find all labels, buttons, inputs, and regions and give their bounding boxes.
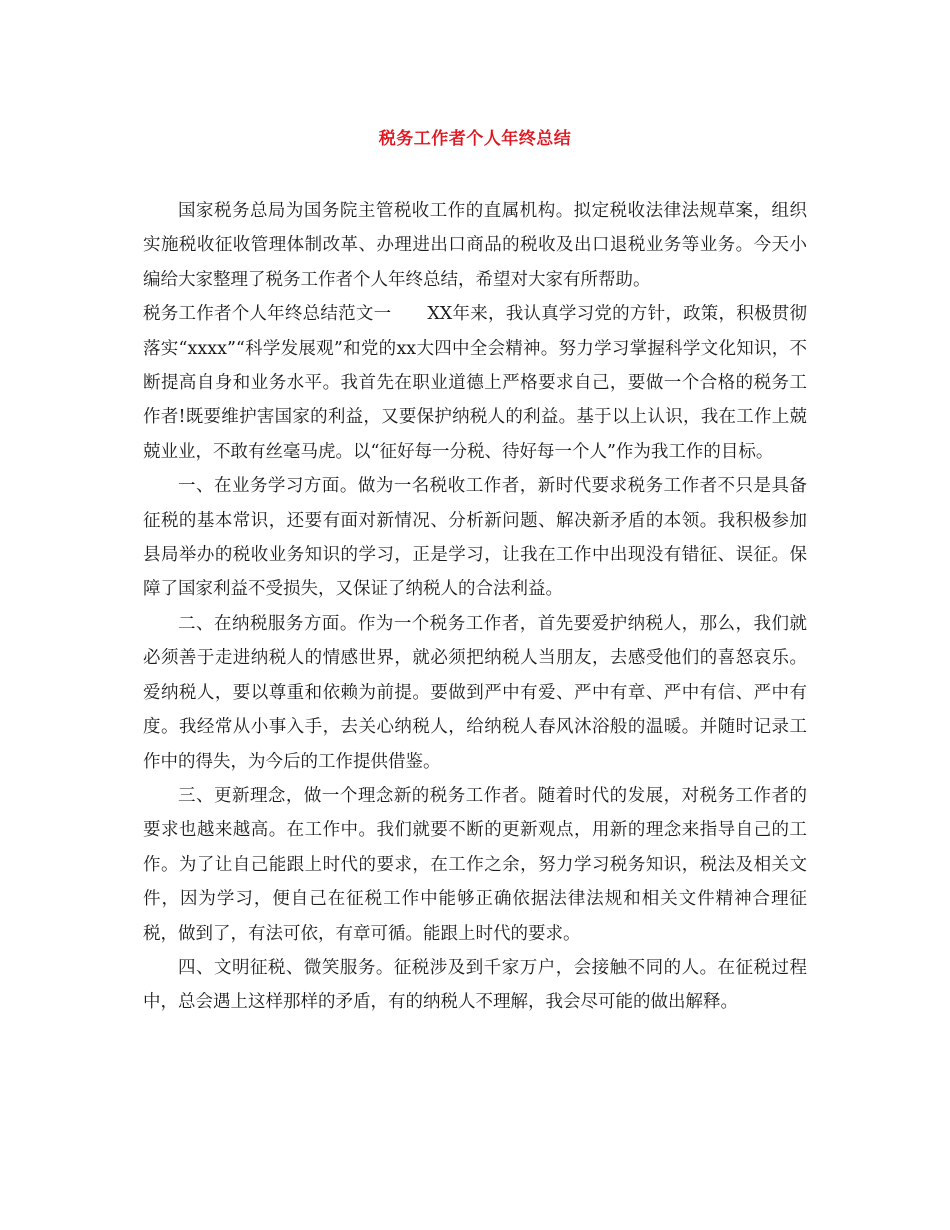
paragraph-civilized-service: 四、文明征税、微笑服务。征税涉及到千家万户，会接触不同的人。在征税过程中，总会遇上这样那样的矛盾，有的纳税人不理解，我会尽可能的做出解释。 [143, 957, 807, 1013]
document-body [143, 194, 807, 1020]
section-opening-text: XX年来，我认真学习党的方针，政策，积极贯彻落实“xxxx”“科学发展观”和党的xx大四中全会精神。努力学习掌握科学文化知识，不断提高自身和业务水平。我首先在职业道德上严格要求自己，要做一个合格的税务工作者!既要维护害国家的利益，又要保护纳税人的利益。基于以上认识，我在工作上兢兢业业，不敢有丝毫马虎。以“征好每一分税、待好每一个人”作为我工作的目标。 [143, 304, 807, 462]
section-heading: 税务工作者个人年终总结范文一 [143, 304, 392, 325]
paragraph-tax-service: 二、在纳税服务方面。作为一个税务工作者，首先要爱护纳税人，那么，我们就必须善于走进纳税人的情感世界，就必须把纳税人当朋友，去感受他们的喜怒哀乐。爱纳税人，要以尊重和依赖为前提。要做到严中有爱、严中有章、严中有信、严中有度。我经常从小事入手，去关心纳税人，给纳税人春风沐浴般的温暖。并随时记录工作中的得失，为今后的工作提供借鉴。 [143, 613, 807, 772]
document-title: 税务工作者个人年终总结 [378, 129, 572, 149]
intro-paragraph: 国家税务总局为国务院主管税收工作的直属机构。拟定税收法律法规草案，组织实施税收征收管理体制改革、办理进出口商品的税收及出口退税业务等业务。今天小编给大家整理了税务工作者个人年终总结，希望对大家有所帮助。 [143, 201, 807, 290]
section-paragraph [143, 297, 807, 469]
paragraph-new-concepts: 三、更新理念，做一个理念新的税务工作者。随着时代的发展，对税务工作者的要求也越来越高。在工作中。我们就要不断的更新观点，用新的理念来指导自己的工作。为了让自己能跟上时代的要求，在工作之余，努力学习税务知识，税法及相关文件，因为学习，便自己在征税工作中能够正确依据法律法规和相关文件精神合理征税，做到了，有法可依，有章可循。能跟上时代的要求。 [143, 785, 807, 944]
paragraph-business-study: 一、在业务学习方面。做为一名税收工作者，新时代要求税务工作者不只是具备征税的基本常识，还要有面对新情况、分析新问题、解决新矛盾的本领。我积极参加县局举办的税收业务知识的学习，正是学习，让我在工作中出现没有错征、误征。保障了国家利益不受损失，又保证了纳税人的合法利益。 [143, 476, 807, 600]
